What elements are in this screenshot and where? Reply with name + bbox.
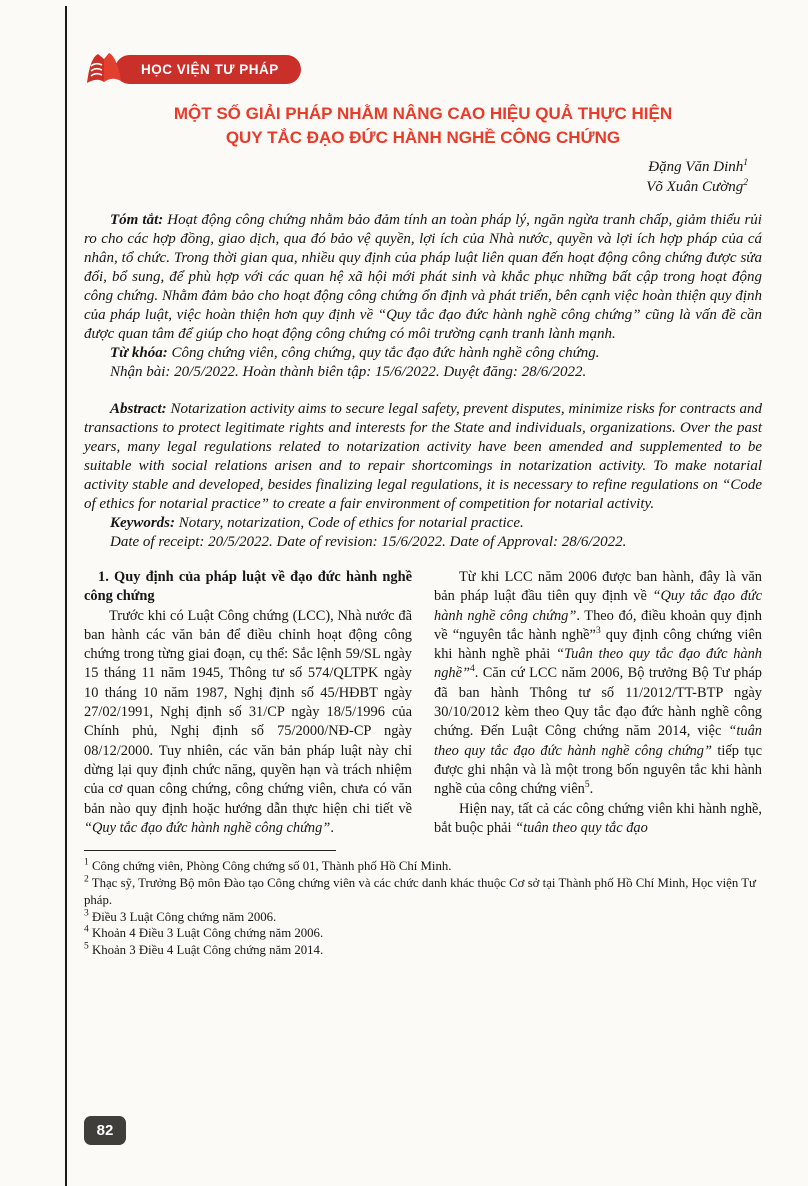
abstract-vietnamese xyxy=(84,211,762,382)
author-footnote-mark: 1 xyxy=(743,158,748,168)
keywords-vi: Từ khóa: Công chứng viên, công chứng, quy tắc đạo đức hành nghề công chứng. xyxy=(110,345,600,361)
author-footnote-mark: 2 xyxy=(743,178,748,188)
footnote: $^3$ Điều 3 Luật Công chứng năm 2006. xyxy=(84,908,277,924)
author: Đặng Văn Dinh$^1$ xyxy=(648,158,748,175)
footnote-separator xyxy=(84,850,336,851)
dates-vi: Nhận bài: 20/5/2022. Hoàn thành biên tập: 15/6/2022. Duyệt đăng: 28/6/2022. xyxy=(110,364,587,380)
body-paragraph: Trước khi có Luật Công chứng (LCC), Nhà nước đã ban hành các văn bản để điều chỉnh hoạt động công chứng trong từng giai đoạn, cụ thể: Sắc lệnh 59/SL ngày 15 tháng 11 năm 1945, Thông tư số 574/QLTPK ngày 10 tháng 10 năm 1987, Nghị định số 45/HĐBT ngày 27/02/1991, Nghị định số 31/CP ngày 18/5/1996 của Chính phủ, Nghị định số 75/2000/NĐ-CP ngày 08/12/2000. Tuy nhiên, các văn bản pháp luật này chỉ dừng lại quy định chức năng, quyền hạn và trách nhiệm của cơ quan công chứng, công chứng viên, chưa có văn bản nào quy định hoặc hướng dẫn thực hiện chi tiết về “Quy tắc đạo đức hành nghề công chứng”. xyxy=(84,607,412,836)
article-title-line2: QUY TẮC ĐẠO ĐỨC HÀNH NGHỀ CÔNG CHỨNG xyxy=(225,128,621,147)
right-column xyxy=(434,568,762,838)
author: Võ Xuân Cường$^2$ xyxy=(646,178,748,195)
footnote: $^4$ Khoản 4 Điều 3 Luật Công chứng năm 2006. xyxy=(84,925,324,941)
body-paragraph: Hiện nay, tất cả các công chứng viên khi hành nghề, bắt buộc phải “tuân theo quy tắc đạo xyxy=(434,800,762,836)
footnote-mark: 3 xyxy=(84,908,89,919)
footnote: $^1$ Công chứng viên, Phòng Công chứng số 01, Thành phố Hồ Chí Minh. xyxy=(84,857,452,874)
footnotes-section xyxy=(84,850,756,959)
body-paragraph: Từ khi LCC năm 2006 được ban hành, đây là văn bản pháp luật đầu tiên quy định về “Quy tắc đạo đức hành nghề công chứng”. Theo đó, điều khoản quy định về “nguyên tắc hành nghề”$^3$ quy định công chứng viên khi hành nghề phải “Tuân theo quy tắc đạo đức hành nghề”$^4$. Căn cứ LCC năm 2006, Bộ trưởng Bộ Tư pháp đã ban hành Thông tư số 11/2012/TT-BTP ngày 30/10/2012 kèm theo Quy tắc đạo đức hành nghề công chứng. Đến Luật Công chứng năm 2014, việc “tuân theo quy tắc đạo đức hành nghề công chứng” tiếp tục được ghi nhận và là một trong bốn nguyên tắc khi hành nghề của công chứng viên$^5$. xyxy=(434,569,762,798)
footnote: $^2$ Thạc sỹ, Trưởng Bộ môn Đào tạo Công chứng viên và các chức danh khác thuộc Cơ sở tại Thành phố Hồ Chí Minh, Học viện Tư pháp. xyxy=(84,874,756,907)
dates-en: Date of receipt: 20/5/2022. Date of revision: 15/6/2022. Date of Approval: 28/6/2022. xyxy=(110,534,627,550)
footnote-mark: 1 xyxy=(84,857,89,868)
section-heading: 1. Quy định của pháp luật về đạo đức hành nghề công chứng xyxy=(84,569,412,605)
journal-logo xyxy=(84,50,762,88)
article-body xyxy=(84,568,762,838)
footnote: $^5$ Khoản 3 Điều 4 Luật Công chứng năm 2014. xyxy=(84,941,324,958)
logo-badge: HỌC VIỆN TƯ PHÁP xyxy=(115,55,301,84)
author-list xyxy=(84,157,762,197)
keywords-en: Keywords: Notary, notarization, Code of ethics for notarial practice. xyxy=(110,515,524,531)
abstract-vi-text: Tóm tắt: Hoạt động công chứng nhằm bảo đảm tính an toàn pháp lý, ngăn ngừa tranh chấp, giảm thiểu rủi ro cho các hợp đồng, giao dịch, qua đó bảo vệ quyền, lợi ích của Nhà nước, quyền và lợi ích hợp pháp của cá nhân, tổ chức. Trong thời gian qua, nhiều quy định của pháp luật liên quan đến hoạt động công chứng được sửa đổi, bổ sung, để phù hợp với các quan hệ xã hội mới phát sinh và khắc phục những bất cập trong hoạt động công chứng. Nhằm đảm bảo cho hoạt động công chứng ổn định và phát triển, bên cạnh việc hoàn thiện quy định của pháp luật, việc hoàn thiện hơn quy định về “Quy tắc đạo đức hành nghề công chứng” cũng là vấn đề cần được quan tâm để giúp cho hoạt động công chứng có môi trường cạnh tranh lành mạnh. xyxy=(84,212,762,342)
page-left-border xyxy=(65,6,67,1186)
footnote-mark: 2 xyxy=(84,874,89,885)
footnote-mark: 4 xyxy=(84,925,89,936)
left-column xyxy=(84,568,412,838)
page-content xyxy=(84,0,762,959)
abstract-en-text: Abstract: Notarization activity aims to secure legal safety, prevent disputes, minimize risks for contracts and transactions to protect legitimate rights and interests for the State and individuals, organizations. Over the past years, many legal regulations related to notarization activity have been amended and supplemented to be suitable with social relations arisen and to repair shortcomings in notarization activity. To make notarial activity stable and developed, besides finalizing legal regulations, it is necessary to refine regulations on “Code of ethics for notarial practice” to create a fair environment of competition for notarial activity. xyxy=(84,401,762,512)
article-title-line1: MỘT SỐ GIẢI PHÁP NHẰM NÂNG CAO HIỆU QUẢ THỰC HIỆN xyxy=(173,104,673,123)
article-title xyxy=(84,102,762,150)
page-number-badge: 82 xyxy=(84,1116,126,1145)
abstract-english xyxy=(84,400,762,552)
logo-icon xyxy=(84,50,124,88)
footnote-mark: 5 xyxy=(84,941,89,952)
